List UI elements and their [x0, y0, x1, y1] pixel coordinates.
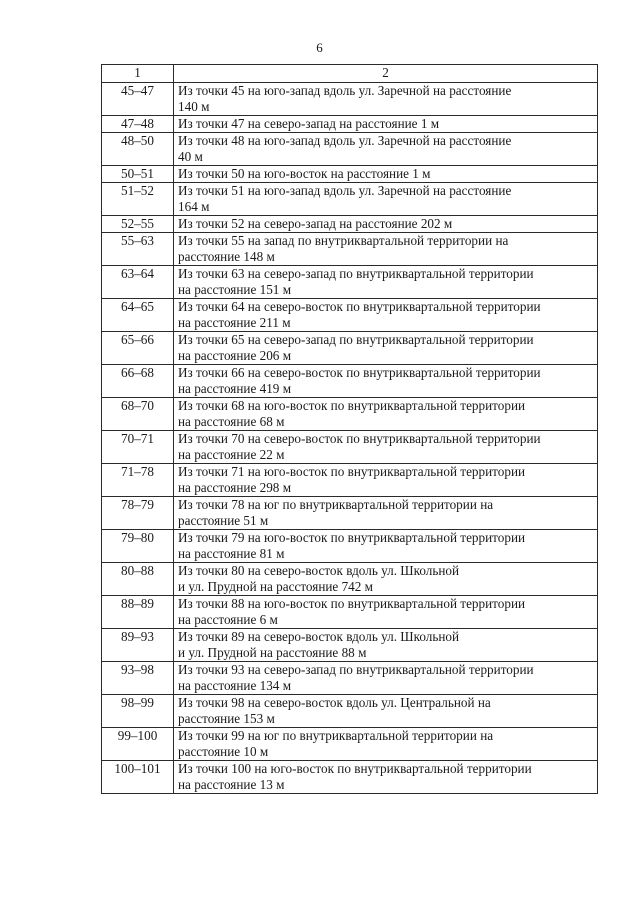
description-line: и ул. Прудной на расстояние 742 м [178, 579, 374, 594]
table-row [102, 183, 598, 216]
description-cell [174, 365, 598, 398]
description-line: Из точки 89 на северо-восток вдоль ул. Школьной [178, 629, 460, 644]
table-row [102, 166, 598, 183]
segment-cell: 68–70 [102, 398, 174, 431]
description-line: Из точки 99 на юг по внутриквартальной территории на [178, 728, 494, 743]
description-line: на расстояние 81 м [178, 546, 285, 561]
segment-cell: 50–51 [102, 166, 174, 183]
description-cell [174, 464, 598, 497]
segment-cell: 93–98 [102, 662, 174, 695]
table-row [102, 116, 598, 133]
table-row [102, 563, 598, 596]
description-cell [174, 662, 598, 695]
description-cell [174, 398, 598, 431]
description-line: расстояние 148 м [178, 249, 275, 264]
description-line: Из точки 78 на юг по внутриквартальной территории на [178, 497, 494, 512]
segment-cell: 78–79 [102, 497, 174, 530]
table-row [102, 216, 598, 233]
segment-cell: 48–50 [102, 133, 174, 166]
description-cell [174, 629, 598, 662]
description-line: расстояние 153 м [178, 711, 275, 726]
description-cell [174, 596, 598, 629]
segment-cell: 51–52 [102, 183, 174, 216]
page-number: 6 [316, 40, 323, 55]
description-cell [174, 563, 598, 596]
description-line: Из точки 63 на северо-запад по внутриквартальной территории [178, 266, 534, 281]
description-line: расстояние 51 м [178, 513, 269, 528]
segment-cell: 100–101 [102, 761, 174, 794]
description-line: Из точки 51 на юго-запад вдоль ул. Заречной на расстояние [178, 183, 512, 198]
description-cell [174, 431, 598, 464]
description-line: 40 м [178, 149, 203, 164]
description-cell [174, 116, 598, 133]
description-line: Из точки 52 на северо-запад на расстояние 202 м [178, 216, 453, 231]
table-header-row [102, 65, 598, 83]
table-row [102, 530, 598, 563]
segment-cell: 66–68 [102, 365, 174, 398]
segment-cell: 65–66 [102, 332, 174, 365]
description-line: 140 м [178, 99, 210, 114]
table-row [102, 398, 598, 431]
description-line: на расстояние 206 м [178, 348, 292, 363]
description-line: Из точки 88 на юго-восток по внутриквартальной территории [178, 596, 526, 611]
segment-cell: 47–48 [102, 116, 174, 133]
description-cell [174, 299, 598, 332]
table-row [102, 266, 598, 299]
description-cell [174, 728, 598, 761]
description-cell [174, 166, 598, 183]
description-line: Из точки 68 на юго-восток по внутриквартальной территории [178, 398, 526, 413]
table-row [102, 133, 598, 166]
description-cell [174, 695, 598, 728]
description-cell [174, 216, 598, 233]
table-row [102, 83, 598, 116]
description-line: на расстояние 298 м [178, 480, 292, 495]
description-line: Из точки 50 на юго-восток на расстояние 1 м [178, 166, 431, 181]
description-line: Из точки 66 на северо-восток по внутриквартальной территории [178, 365, 541, 380]
description-line: на расстояние 151 м [178, 282, 292, 297]
description-line: Из точки 48 на юго-запад вдоль ул. Заречной на расстояние [178, 133, 512, 148]
description-cell [174, 332, 598, 365]
description-line: Из точки 64 на северо-восток по внутриквартальной территории [178, 299, 541, 314]
table-row [102, 728, 598, 761]
table-row [102, 299, 598, 332]
segment-cell: 52–55 [102, 216, 174, 233]
description-line: и ул. Прудной на расстояние 88 м [178, 645, 367, 660]
table-row [102, 662, 598, 695]
segment-cell: 89–93 [102, 629, 174, 662]
table-row [102, 365, 598, 398]
table-row [102, 596, 598, 629]
segment-cell: 99–100 [102, 728, 174, 761]
segment-cell: 88–89 [102, 596, 174, 629]
description-cell [174, 83, 598, 116]
description-line: на расстояние 134 м [178, 678, 292, 693]
description-line: Из точки 80 на северо-восток вдоль ул. Школьной [178, 563, 460, 578]
segment-cell: 80–88 [102, 563, 174, 596]
description-line: на расстояние 22 м [178, 447, 285, 462]
description-line: 164 м [178, 199, 210, 214]
table-row [102, 431, 598, 464]
description-cell [174, 266, 598, 299]
description-line: Из точки 55 на запад по внутриквартальной территории на [178, 233, 509, 248]
table-row [102, 695, 598, 728]
description-line: Из точки 71 на юго-восток по внутриквартальной территории [178, 464, 526, 479]
description-line: Из точки 100 на юго-восток по внутриквартальной территории [178, 761, 532, 776]
description-line: на расстояние 6 м [178, 612, 278, 627]
segment-cell: 71–78 [102, 464, 174, 497]
description-line: на расстояние 13 м [178, 777, 285, 792]
description-cell [174, 233, 598, 266]
table-row [102, 233, 598, 266]
description-line: Из точки 47 на северо-запад на расстояние 1 м [178, 116, 440, 131]
segment-cell: 55–63 [102, 233, 174, 266]
description-line: на расстояние 211 м [178, 315, 291, 330]
description-line: Из точки 79 на юго-восток по внутриквартальной территории [178, 530, 526, 545]
description-line: Из точки 45 на юго-запад вдоль ул. Заречной на расстояние [178, 83, 512, 98]
segment-cell: 45–47 [102, 83, 174, 116]
description-line: Из точки 70 на северо-восток по внутриквартальной территории [178, 431, 541, 446]
table-row [102, 332, 598, 365]
table-row [102, 761, 598, 794]
column-header-2: 2 [174, 65, 598, 83]
segment-cell: 98–99 [102, 695, 174, 728]
table-row [102, 464, 598, 497]
segment-cell: 64–65 [102, 299, 174, 332]
segment-cell: 63–64 [102, 266, 174, 299]
description-line: Из точки 93 на северо-запад по внутриквартальной территории [178, 662, 534, 677]
description-cell [174, 761, 598, 794]
segment-cell: 79–80 [102, 530, 174, 563]
description-line: на расстояние 68 м [178, 414, 285, 429]
description-cell [174, 530, 598, 563]
table-row [102, 497, 598, 530]
column-header-1: 1 [102, 65, 174, 83]
description-line: расстояние 10 м [178, 744, 269, 759]
description-cell [174, 183, 598, 216]
table-row [102, 629, 598, 662]
description-cell [174, 133, 598, 166]
description-line: на расстояние 419 м [178, 381, 292, 396]
table-body [102, 83, 598, 794]
description-line: Из точки 65 на северо-запад по внутриквартальной территории [178, 332, 534, 347]
boundary-description-table [101, 64, 598, 794]
segment-cell: 70–71 [102, 431, 174, 464]
description-cell [174, 497, 598, 530]
description-line: Из точки 98 на северо-восток вдоль ул. Центральной на [178, 695, 491, 710]
